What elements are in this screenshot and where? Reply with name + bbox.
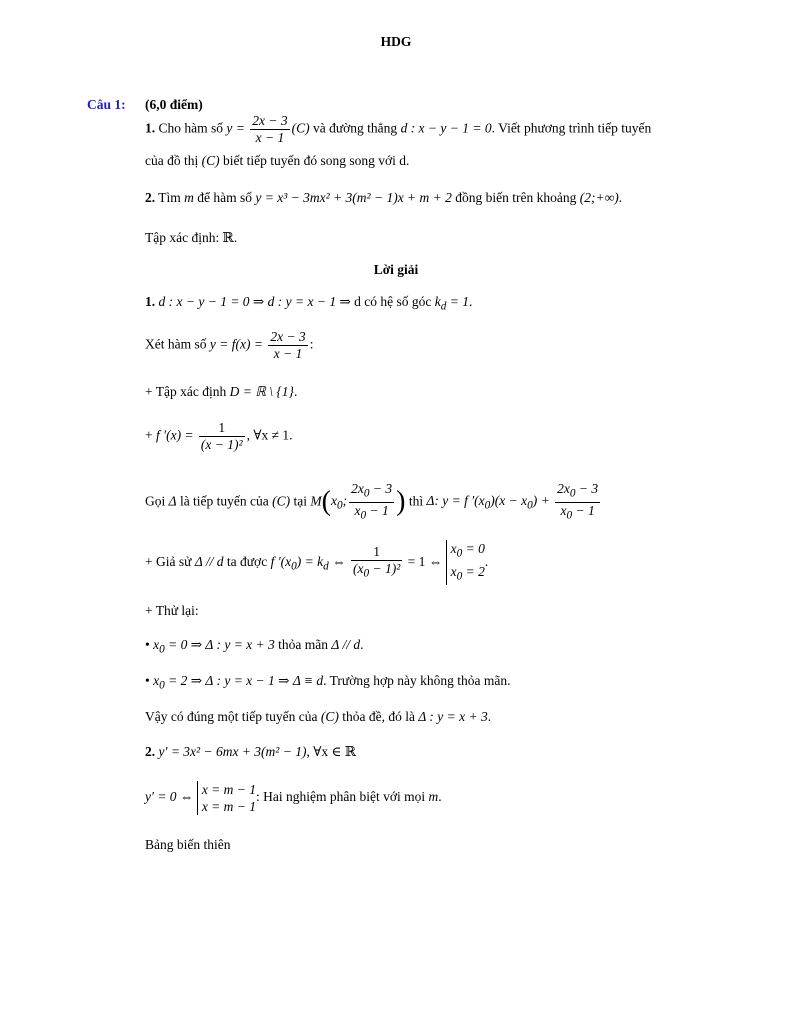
- case-1: • $x_0 = 0$ ⇒ Δ : y = x + 3 thỏa mãn Δ // d.: [145, 637, 364, 656]
- problem-1-text-b: và đường thẳng: [312, 120, 398, 136]
- conclusion-1: Vậy có đúng một tiếp tuyến của (C) thỏa đề, đó là Δ : y = x + 3.: [145, 709, 492, 724]
- problem-1-line-1: 1. Cho hàm số y = $\frac{2x - 3}{x - 1}$ (C) và đường thẳng d : x − y − 1 = 0. Viết phương trình tiếp tuyến: [145, 113, 652, 145]
- problem-1-line-2: của đồ thị (C) biết tiếp tuyến đó song song với d.: [145, 153, 410, 168]
- problem-2: 2. Tìm m để hàm số y = x³ − 3mx² + 3(m² − 1)x + m + 2 đồng biến trên khoảng (2;+∞).: [145, 190, 623, 205]
- function-fraction: $\frac{2x - 3}{x - 1}$: [252, 113, 288, 145]
- solution-title: Lời giải: [373, 262, 419, 277]
- solution-1-line: 1. d : x − y − 1 = 0 ⇒ d : y = x − 1 ⇒ d có hệ số góc $k_d = 1$.: [145, 294, 473, 313]
- derivative-line: + f ′(x) = $\frac{1}{\text{(x − 1)²}}$ , ∀x ≠ 1.: [145, 420, 293, 452]
- domain-line: + Tập xác định D = ℝ \ {1}.: [145, 384, 298, 399]
- domain-statement: Tập xác định: ℝ.: [145, 230, 238, 245]
- assumption-line: + Giả sử Δ // d ta được f $'(x_0) = k_d$ ⇔ $\frac{1}{(x_0 - 1)^2}$ = 1 ⇔ $x_0 = 0$ $x_0 = 2$.: [145, 540, 488, 585]
- case-2: • $x_0 = 2$ ⇒ Δ : y = x − 1 ⇒ Δ ≡ d. Trường hợp này không thỏa mãn.: [145, 673, 511, 692]
- problem-1-text-a: Cho hàm số: [158, 120, 224, 136]
- page-header: HDG: [380, 34, 412, 49]
- roots-line: y′ = 0 ⇔ x = m − 1 x = m − 1: Hai nghiệm phân biệt với mọi m.: [145, 782, 442, 814]
- problem-1-number: 1.: [145, 120, 156, 136]
- question-label: Câu 1:: [87, 97, 126, 112]
- problem-1-text-c: . Viết phương trình tiếp tuyến: [491, 120, 652, 136]
- variation-table-heading: Bảng biến thiên: [145, 837, 231, 852]
- tangent-line-def: Gọi Δ là tiếp tuyến của (C) tại $M(x_0$; $\frac{2x_0 - 3}{x_0 - 1}$ ) thì Δ: y = f $'(x_0)(x - x_0)$ + $\frac{2x_0 - 3}{x_0 - 1}$: [145, 481, 599, 522]
- consider-function: Xét hàm số y = f(x) = $\frac{2x - 3}{x - 1}$ :: [145, 329, 314, 361]
- check-heading: + Thử lại:: [145, 603, 199, 618]
- question-points: (6,0 điểm): [145, 97, 203, 112]
- solution-2-line: 2. y′ = 3x² − 6mx + 3(m² − 1), ∀x ∈ ℝ: [145, 744, 357, 759]
